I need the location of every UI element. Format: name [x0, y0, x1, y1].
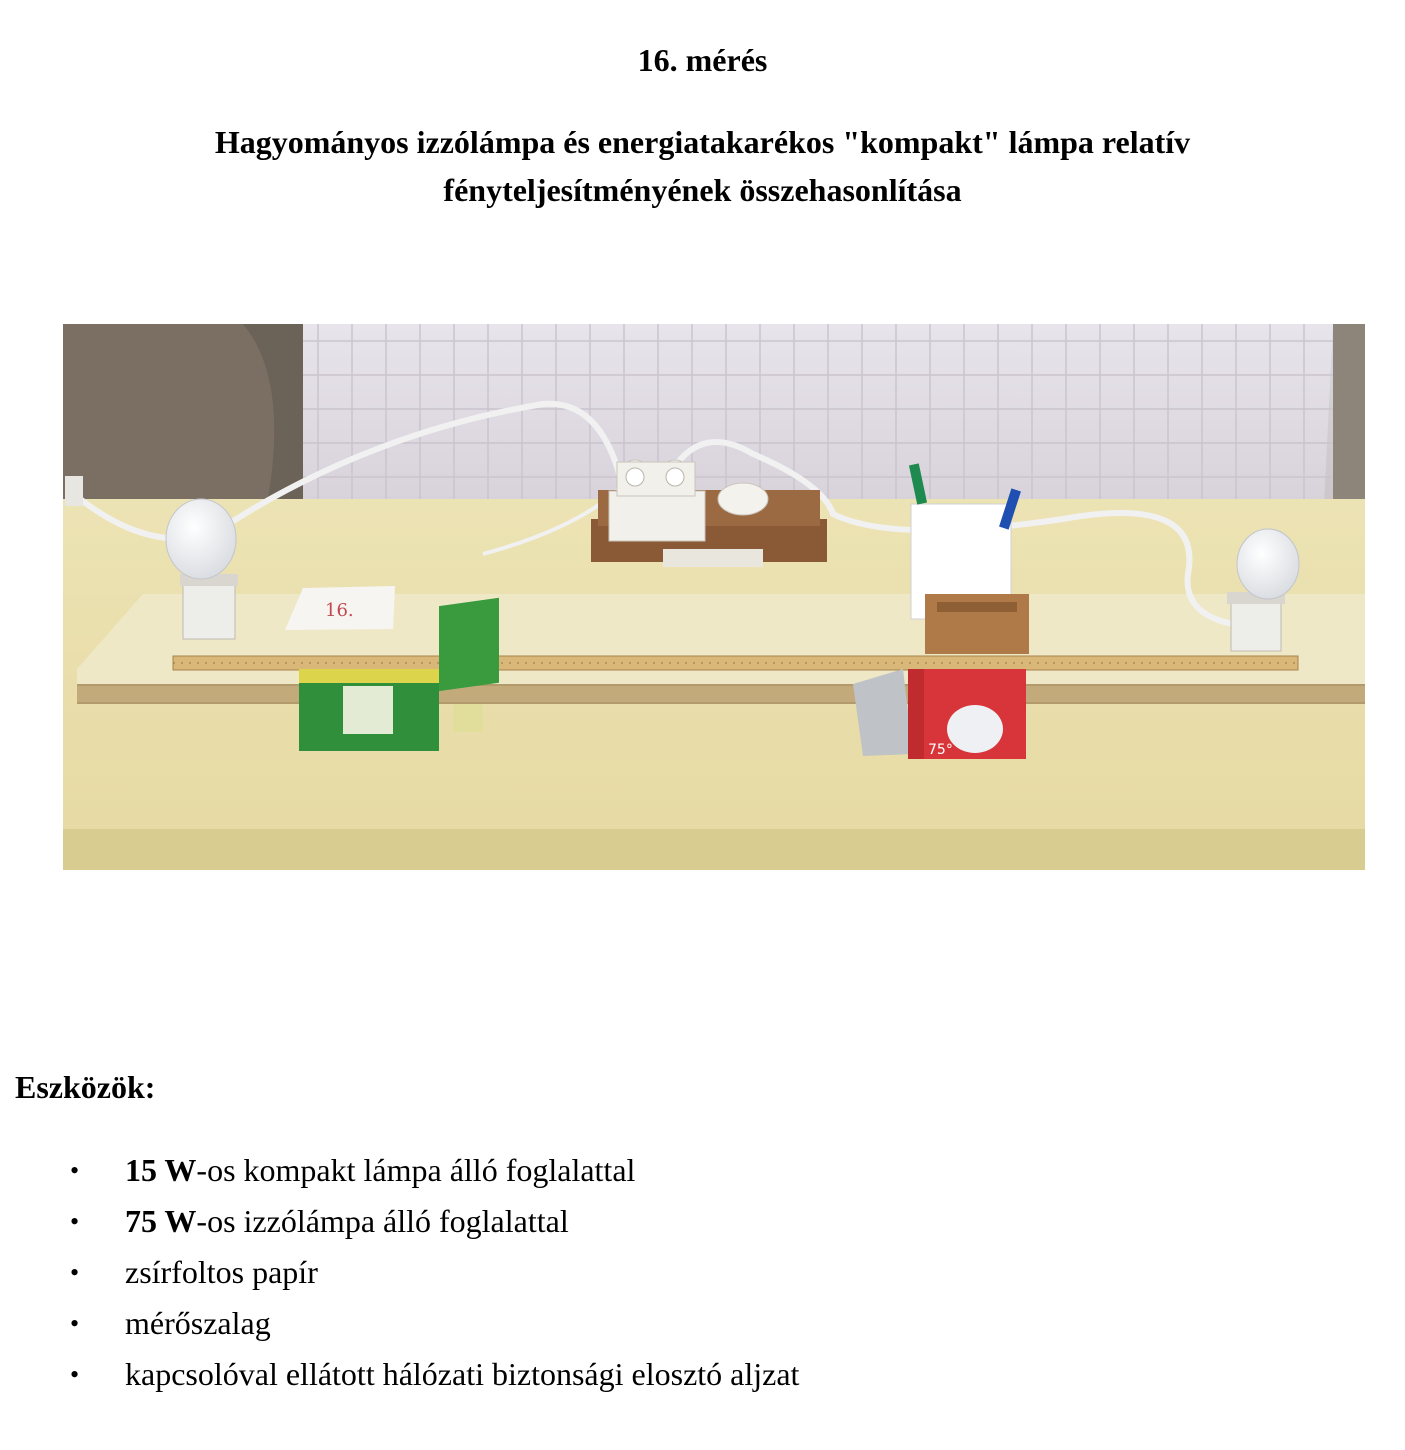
incandescent-lamp-bulb [1237, 529, 1299, 599]
list-item [0, 1145, 799, 1196]
list-item [0, 1349, 799, 1400]
tool-text: zsírfoltos papír [125, 1254, 318, 1290]
compact-lamp-holder [183, 579, 235, 639]
tool-text: -os kompakt lámpa álló foglalattal [196, 1152, 636, 1188]
list-item [0, 1196, 799, 1247]
list-item [0, 1247, 799, 1298]
tools-section-title: Eszközök: [15, 1069, 156, 1105]
tool-text: -os izzólámpa álló foglalattal [196, 1203, 569, 1239]
tool-wattage: 15 W [125, 1152, 197, 1188]
compact-lamp-bulb [166, 499, 236, 579]
bullet: • [70, 1156, 80, 1185]
incandescent-lamp-holder [1231, 596, 1281, 651]
bullet: • [70, 1309, 80, 1338]
bullet: • [70, 1207, 80, 1236]
page-heading-number: 16. mérés [637, 42, 768, 78]
bullet: • [70, 1258, 80, 1287]
tool-text: kapcsolóval ellátott hálózati biztonsági elosztó aljzat [125, 1356, 800, 1392]
tool-wattage: 75 W [125, 1203, 197, 1239]
experiment-photo [63, 324, 1365, 870]
paper-label-text: 16. [325, 600, 354, 621]
page-title: Hagyományos izzólámpa és energiatakarékos "kompakt" lámpa relatív fényteljesítményének összehasonlítása [214, 124, 1191, 208]
bullet: • [70, 1360, 80, 1389]
tools-list [0, 1145, 799, 1400]
tool-text: mérőszalag [125, 1305, 271, 1341]
bulb-box-label: 75° [928, 742, 953, 758]
list-item [0, 1298, 799, 1349]
